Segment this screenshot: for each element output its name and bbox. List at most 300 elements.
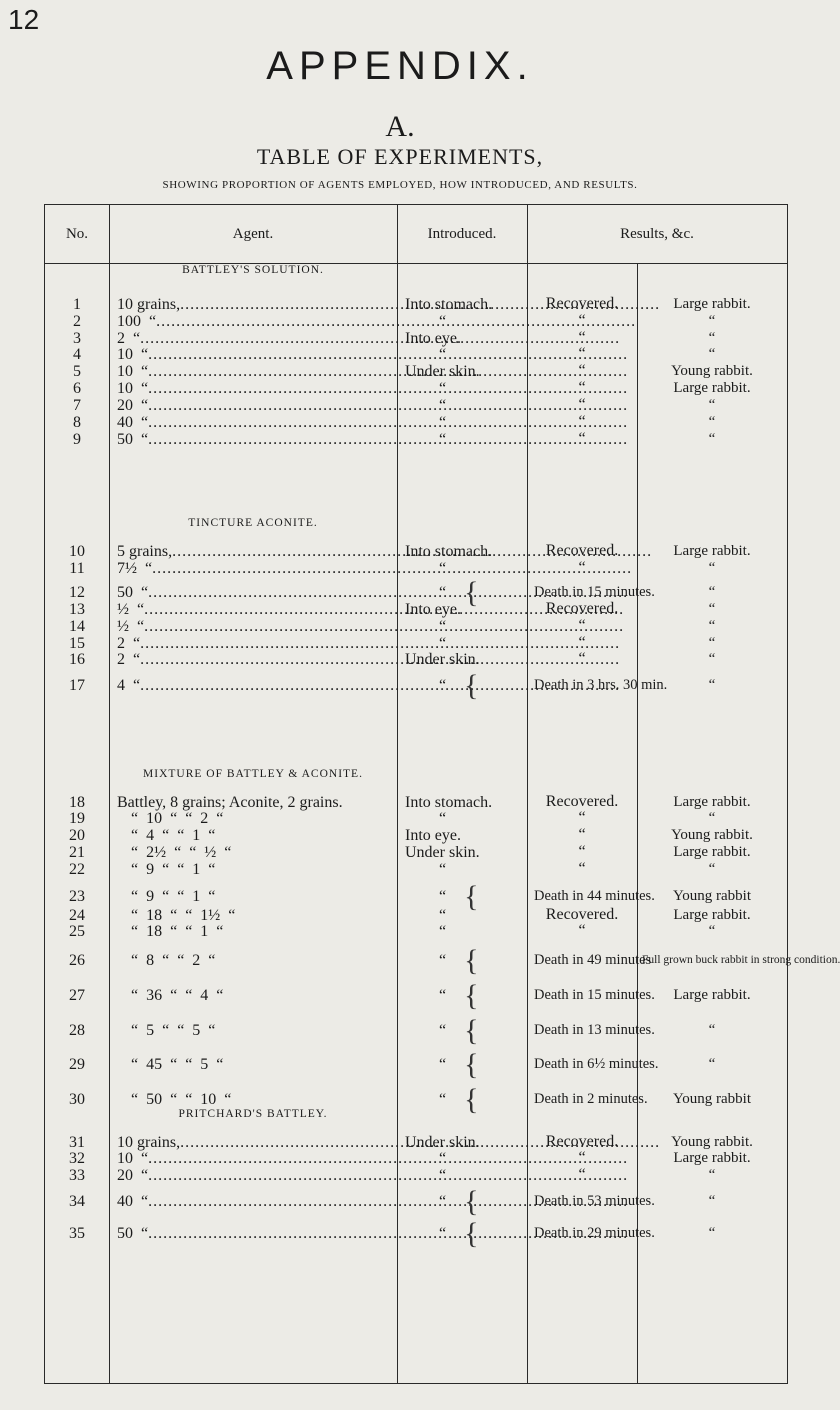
introduced-cell [397,414,527,431]
result-text: “ [578,826,586,844]
agent-text: “ 45 “ “ 5 “ [131,1056,224,1073]
introduced-cell [397,397,527,414]
table-row [45,635,787,652]
row-number-text: 11 [69,559,85,577]
introduced-text: Under skin. [405,650,480,668]
row-number [45,1150,109,1167]
brace-icon: { [464,576,479,609]
animal-text: “ [708,922,716,939]
introduced-cell [397,431,527,448]
row-number-text: 19 [69,809,85,827]
animal-text: “ [708,430,716,447]
row-number [45,1050,109,1080]
animal-text: “ [708,1166,716,1183]
introduced-cell [397,907,527,924]
result-text: “ [578,809,586,827]
brace-icon: { [464,669,479,702]
table-row [45,1217,787,1250]
result-cell [527,1050,659,1080]
result-text: Death in 29 minutes. [534,1225,655,1242]
row-number-text: 13 [69,600,85,618]
result-cell [527,414,637,431]
row-number-text: 12 [69,584,85,601]
result-cell [527,543,637,560]
row-number [45,1189,109,1215]
agent-text: 40 “ [117,413,149,431]
animal-cell [637,313,787,330]
introduced-cell [397,1217,527,1250]
introduced-cell [397,861,527,878]
animal-cell [637,296,787,313]
introduced-text: “ [439,559,447,577]
introduced-text: Under skin. [405,1133,480,1151]
section-title: MIXTURE OF BATTLEY & ACONITE. [143,768,363,780]
introduced-text: Under skin. [405,843,480,861]
table-row [45,944,840,977]
agent-cell [117,1085,389,1115]
row-number [45,431,109,448]
introduced-cell [397,296,527,313]
section-title: PRITCHARD'S BATTLEY. [178,1108,328,1120]
agent-text: “ 50 “ “ 10 “ [131,1091,232,1108]
row-number [45,907,109,924]
agent-cell [117,794,389,811]
animal-text: “ [708,1193,716,1210]
table-title: TABLE OF EXPERIMENTS, [256,144,544,169]
result-text: “ [578,860,586,878]
introduced-cell [397,810,527,827]
introduced-text: “ [439,809,447,827]
row-number-text: 26 [69,952,85,969]
result-text: Recovered. [545,542,619,560]
result-text: “ [578,396,586,414]
row-number-text: 25 [69,922,85,940]
introduced-cell [397,827,527,844]
animal-text: “ [708,1225,716,1242]
row-number [45,810,109,827]
row-number-text: 29 [69,1056,85,1073]
result-cell [527,601,637,618]
introduced-text: “ [439,987,447,1004]
result-text: Death in 13 minutes. [534,1022,655,1039]
introduced-text: “ [439,952,447,969]
result-text: “ [578,430,586,448]
row-number-text: 2 [73,312,81,330]
table-row [45,827,787,844]
row-number-text: 16 [69,650,85,668]
row-number [45,635,109,652]
result-text: Death in 15 minutes. [534,584,655,601]
animal-text: Large rabbit. [673,843,751,860]
introduced-cell [397,560,527,577]
introduced-cell [397,346,527,363]
animal-text: Young rabbit. [671,826,753,843]
agent-text: 50 “ [117,1225,149,1242]
animal-cell [637,907,787,924]
row-number [45,861,109,878]
table-row [45,981,787,1011]
introduced-text: “ [439,1149,447,1167]
row-number [45,346,109,363]
table-subtitle: SHOWING PROPORTION OF AGENTS EMPLOYED, HOW INTRODUCED, AND RESULTS. [162,179,638,191]
result-cell [527,1167,637,1184]
agent-cell [117,601,389,618]
agent-cell [117,431,389,448]
table-row [45,560,787,577]
animal-cell [637,1167,787,1184]
brace-icon: { [464,880,479,913]
introduced-cell [397,363,527,380]
table-row [45,1167,787,1184]
table-row [45,618,787,635]
introduced-cell [397,1085,527,1115]
introduced-text: “ [439,396,447,414]
table-row [45,907,787,924]
header-agent: Agent. [232,226,274,242]
agent-text: 10 “ [117,362,149,380]
agent-text: “ 9 “ “ 1 “ [131,860,216,878]
agent-text: 2 “ [117,650,141,668]
table-row [45,794,787,811]
table-row [45,601,787,618]
agent-cell [117,844,389,861]
brace-icon: { [464,944,479,977]
animal-cell [637,543,787,560]
agent-text: 5 grains, [117,542,173,560]
animal-cell [637,635,787,652]
agent-cell [117,946,389,976]
result-cell [527,923,637,940]
introduced-cell [397,844,527,861]
introduced-cell [397,1016,527,1046]
row-number [45,330,109,347]
row-number-text: 28 [69,1022,85,1039]
result-text: “ [578,634,586,652]
result-text: “ [578,1149,586,1167]
result-cell [527,981,655,1011]
result-text: Recovered. [545,600,619,618]
animal-cell [637,1221,787,1247]
animal-text: “ [708,634,716,651]
animal-cell [637,810,787,827]
table-row [45,1085,787,1115]
agent-cell [117,810,389,827]
result-text: “ [578,650,586,668]
agent-text: 4 “ [117,677,141,694]
agent-cell [117,414,389,431]
result-cell [527,296,637,313]
result-cell [527,346,637,363]
animal-cell [637,431,787,448]
result-cell [527,1221,655,1247]
page-number: 12 [8,4,40,35]
row-number [45,601,109,618]
agent-cell [117,313,389,330]
row-number-text: 18 [69,793,85,811]
table-row [45,431,787,448]
agent-cell [117,560,389,577]
result-cell [527,618,637,635]
brace-icon: { [464,1048,479,1081]
result-text: “ [578,559,586,577]
animal-cell [637,330,787,347]
agent-cell [117,363,389,380]
animal-text: “ [708,345,716,362]
animal-cell [637,346,787,363]
agent-cell [117,330,389,347]
animal-cell [637,1016,787,1046]
row-number-text: 14 [69,617,85,635]
result-text: “ [578,329,586,347]
introduced-cell [397,669,527,702]
animal-cell [637,923,787,940]
table-row [45,380,787,397]
table-row [45,414,787,431]
animal-cell [637,363,787,380]
animal-text: Full grown buck rabbit in strong condition. [642,954,840,967]
row-number [45,296,109,313]
introduced-text: “ [439,345,447,363]
agent-cell [117,1221,389,1247]
introduced-text: “ [439,860,447,878]
row-number-text: 10 [69,542,85,560]
introduced-cell [397,380,527,397]
introduced-text: “ [439,1225,447,1242]
row-number [45,618,109,635]
animal-cell [637,1085,787,1115]
result-text: Recovered. [545,793,619,811]
agent-cell [117,1050,389,1080]
introduced-cell [397,1167,527,1184]
introduced-text: Into eye. [405,329,461,347]
row-number-text: 35 [69,1225,85,1242]
table-row [45,296,787,313]
agent-text: “ 9 “ “ 1 “ [131,888,216,905]
row-number [45,1085,109,1115]
agent-cell [117,618,389,635]
introduced-text: “ [439,1056,447,1073]
row-number [45,923,109,940]
agent-cell [117,296,389,313]
row-number [45,794,109,811]
row-number-text: 21 [69,843,85,861]
row-number-text: 33 [69,1166,85,1184]
row-number-text: 7 [73,396,81,414]
result-text: Death in 2 minutes. [534,1091,648,1108]
result-text: Death in 49 minutes [534,952,652,969]
introduced-cell [397,635,527,652]
introduced-text: Into eye. [405,600,461,618]
table-row [45,1050,787,1080]
animal-text: Young rabbit. [671,362,753,379]
introduced-cell [397,330,527,347]
row-number [45,1167,109,1184]
animal-text: “ [708,329,716,346]
agent-text: 40 “ [117,1193,149,1210]
agent-cell [117,380,389,397]
introduced-text: “ [439,1022,447,1039]
result-text: Recovered. [545,906,619,924]
table-row [45,330,787,347]
animal-text: Large rabbit. [673,542,751,559]
animal-cell [637,651,787,668]
introduced-text: “ [439,430,447,448]
introduced-cell [397,794,527,811]
introduced-cell [397,651,527,668]
agent-text: 7½ “ [117,559,153,577]
table-row [45,1150,787,1167]
row-number-text: 30 [69,1091,85,1108]
animal-cell [637,827,787,844]
row-number-text: 24 [69,906,85,924]
row-number [45,560,109,577]
result-text: “ [578,345,586,363]
agent-cell [117,1016,389,1046]
result-cell [527,810,637,827]
row-number-text: 15 [69,634,85,652]
agent-text: “ 2½ “ “ ½ “ [131,843,232,861]
animal-text: “ [708,312,716,329]
result-text: “ [578,379,586,397]
appendix-letter: A. [385,110,415,143]
agent-text: 10 grains, [117,1133,181,1151]
experiments-table [44,204,840,1384]
agent-text: “ 18 “ “ 1½ “ [131,906,236,924]
introduced-text: Under skin. [405,362,480,380]
animal-cell [637,1050,787,1080]
row-number-text: 5 [73,362,81,380]
agent-text: 50 “ [117,430,149,448]
animal-text: Large rabbit. [673,379,751,396]
table-row [45,313,787,330]
agent-text: 2 “ [117,329,141,347]
animal-text: Large rabbit. [673,906,751,923]
animal-text: “ [708,1022,716,1039]
result-cell [527,1150,637,1167]
row-number [45,981,109,1011]
introduced-cell [397,543,527,560]
agent-text: 2 “ [117,634,141,652]
introduced-text: Into stomach. [405,542,493,560]
row-number [45,414,109,431]
table-row [45,810,787,827]
animal-text: “ [708,650,716,667]
result-cell [527,861,637,878]
result-cell [527,380,637,397]
introduced-cell [397,923,527,940]
row-number [45,1134,109,1151]
animal-cell [637,946,840,976]
brace-icon: { [464,1217,479,1250]
agent-text: 20 “ [117,396,149,414]
agent-text: 50 “ [117,584,149,601]
row-number [45,363,109,380]
row-number [45,844,109,861]
animal-cell [637,1150,787,1167]
introduced-text: “ [439,677,447,694]
animal-text: “ [708,559,716,576]
row-number-text: 1 [73,295,81,313]
animal-cell [637,560,787,577]
animal-text: Large rabbit. [673,793,751,810]
result-text: “ [578,362,586,380]
row-number-text: 27 [69,987,85,1004]
table-row [45,363,787,380]
introduced-text: Into stomach. [405,793,493,811]
row-number [45,946,109,976]
row-number-text: 17 [69,677,85,694]
animal-text: “ [708,617,716,634]
animal-text: “ [708,860,716,877]
agent-cell [117,1134,389,1151]
agent-text: Battley, 8 grains; Aconite, 2 grains. [117,793,343,811]
agent-text: “ 10 “ “ 2 “ [131,809,224,827]
appendix-heading: APPENDIX. [266,44,534,88]
agent-text: “ 36 “ “ 4 “ [131,987,224,1004]
agent-text: ½ “ [117,617,145,635]
result-cell [527,844,637,861]
result-text: “ [578,1166,586,1184]
header-results: Results, &c. [620,226,694,242]
result-cell [527,946,652,976]
result-text: “ [578,843,586,861]
animal-text: Young rabbit [672,1091,752,1108]
result-cell [527,827,637,844]
agent-cell [117,1150,389,1167]
row-number-text: 22 [69,860,85,878]
table-row [45,346,787,363]
agent-text: 10 “ [117,1149,149,1167]
brace-icon: { [464,1014,479,1047]
introduced-text: “ [439,617,447,635]
result-cell [527,1189,655,1215]
introduced-cell [397,1185,527,1218]
result-cell [527,431,637,448]
row-number-text: 34 [69,1193,85,1210]
animal-cell [637,1189,787,1215]
header-no: No. [65,226,89,242]
introduced-cell [397,601,527,618]
agent-cell [117,651,389,668]
animal-text: Young rabbit [672,888,752,905]
animal-text: “ [708,1056,716,1073]
agent-cell [117,827,389,844]
agent-text: “ 4 “ “ 1 “ [131,826,216,844]
introduced-cell [397,1050,527,1080]
result-text: Death in 15 minutes. [534,987,655,1004]
agent-text: 100 “ [117,312,157,330]
result-cell [527,1016,655,1046]
section-title: BATTLEY'S SOLUTION. [182,264,324,276]
agent-text: 20 “ [117,1166,149,1184]
row-number [45,651,109,668]
row-number [45,1221,109,1247]
agent-text: 10 “ [117,379,149,397]
animal-text: Large rabbit. [673,295,751,312]
table-row [45,861,787,878]
row-number-text: 23 [69,888,85,905]
introduced-cell [397,946,527,976]
agent-text: 10 grains, [117,295,181,313]
agent-text: ½ “ [117,600,145,618]
row-number-text: 4 [73,345,81,363]
table-row [45,543,787,560]
result-cell [527,673,668,699]
brace-icon: { [464,1083,479,1116]
animal-text: Large rabbit. [673,987,751,1004]
animal-text: “ [708,413,716,430]
agent-cell [117,861,389,878]
